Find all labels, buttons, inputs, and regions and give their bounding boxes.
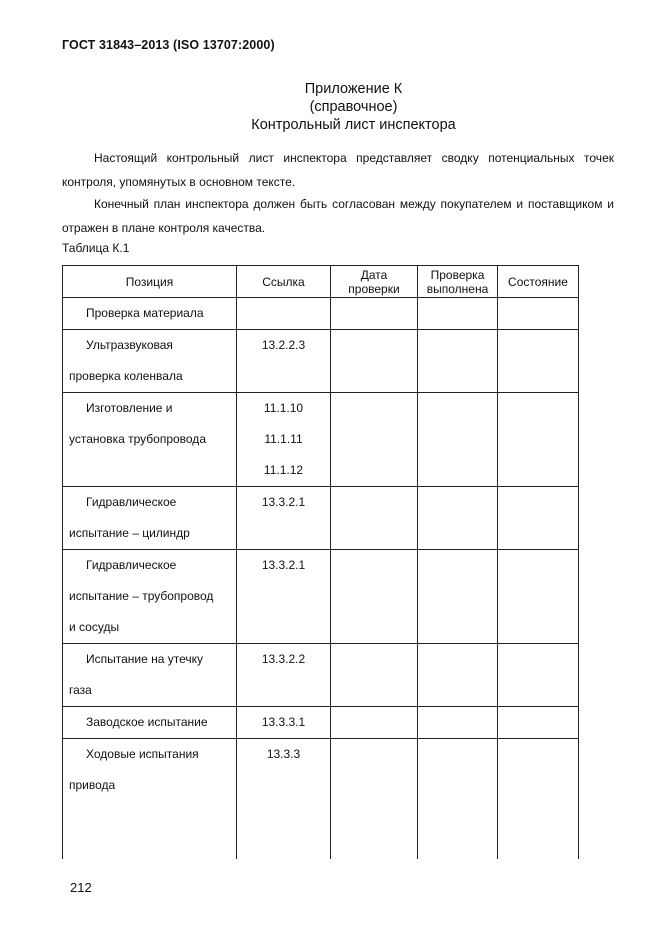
appendix-title <box>0 80 661 134</box>
cell-position <box>63 330 237 393</box>
cell-check-done <box>418 550 498 644</box>
table-row <box>63 393 579 487</box>
cell-status <box>498 644 579 707</box>
header-reference: Ссылка <box>237 266 331 298</box>
table-row <box>63 644 579 707</box>
cell-position <box>63 739 237 859</box>
cell-position-line: Ультразвуковая <box>86 338 173 352</box>
cell-status <box>498 393 579 487</box>
cell-position <box>63 550 237 644</box>
cell-position-line: Проверка материала <box>86 306 204 320</box>
cell-reference <box>237 330 331 393</box>
page-number: 212 <box>70 880 92 895</box>
cell-check-done <box>418 487 498 550</box>
cell-position-line: Заводское испытание <box>86 715 208 729</box>
cell-reference <box>237 739 331 859</box>
cell-reference <box>237 550 331 644</box>
header-check-date-line-1: Дата <box>360 267 388 282</box>
cell-position-line: и сосуды <box>69 620 120 634</box>
appendix-title-line-1: Приложение К <box>304 81 403 97</box>
cell-status <box>498 298 579 330</box>
cell-position-line: Испытание на утечку <box>86 652 204 666</box>
cell-reference-value: 13.3.2.2 <box>261 652 306 666</box>
table-row <box>63 298 579 330</box>
cell-status <box>498 707 579 739</box>
table-row <box>63 550 579 644</box>
inspector-checklist-table <box>62 265 578 857</box>
table-row <box>63 739 579 859</box>
table-row <box>63 330 579 393</box>
cell-status <box>498 330 579 393</box>
cell-position-line: испытание – трубопровод <box>69 589 214 603</box>
cell-check-date <box>331 707 418 739</box>
cell-check-done <box>418 644 498 707</box>
table-row <box>63 487 579 550</box>
table-row <box>63 707 579 739</box>
cell-position-line: Гидравлическое <box>86 558 177 572</box>
appendix-title-line-2: (справочное) <box>309 99 398 115</box>
cell-position-line: установка трубопровода <box>69 432 206 446</box>
header-position: Позиция <box>63 266 237 298</box>
cell-position <box>63 393 237 487</box>
cell-reference-value: 13.2.2.3 <box>261 338 306 352</box>
cell-position <box>63 298 237 330</box>
cell-check-date <box>331 298 418 330</box>
cell-reference-value: 11.1.10 <box>263 401 304 415</box>
header-check-done <box>418 266 498 298</box>
cell-reference <box>237 644 331 707</box>
cell-reference <box>237 707 331 739</box>
intro-paragraph-2 <box>62 193 614 240</box>
cell-reference-value: 11.1.11 <box>264 432 303 446</box>
cell-position <box>63 707 237 739</box>
cell-status <box>498 487 579 550</box>
intro-paragraph-1-text: Настоящий контрольный лист инспектора представляет сводку потенциальных точек контроля, упомянутых в основном тексте. <box>62 151 614 189</box>
table-caption: Таблица К.1 <box>62 241 130 255</box>
cell-check-done <box>418 330 498 393</box>
cell-position <box>63 644 237 707</box>
cell-reference-value: 11.1.12 <box>263 463 304 477</box>
cell-check-date <box>331 739 418 859</box>
cell-position-line: газа <box>69 683 92 697</box>
cell-position-line: Ходовые испытания <box>86 747 199 761</box>
cell-position-line: испытание – цилиндр <box>69 526 190 540</box>
header-check-date <box>331 266 418 298</box>
document-header: ГОСТ 31843–2013 (ISO 13707:2000) <box>62 38 275 52</box>
intro-paragraph-2-text: Конечный план инспектора должен быть согласован между покупателем и поставщиком и отражен в плане контроля качества. <box>62 197 614 235</box>
cell-reference <box>237 487 331 550</box>
table-header-row <box>63 266 579 298</box>
cell-position <box>63 487 237 550</box>
cell-check-done <box>418 739 498 859</box>
cell-check-done <box>418 393 498 487</box>
cell-check-date <box>331 393 418 487</box>
intro-paragraph-1 <box>62 147 614 194</box>
header-status: Состояние <box>498 266 579 298</box>
cell-check-done <box>418 298 498 330</box>
cell-status <box>498 739 579 859</box>
cell-position-line: Гидравлическое <box>86 495 177 509</box>
cell-reference-value: 13.3.2.1 <box>261 558 306 572</box>
cell-check-date <box>331 330 418 393</box>
cell-position-line: привода <box>69 778 116 792</box>
cell-position-line: Изготовление и <box>86 401 173 415</box>
cell-reference-value: 13.3.3 <box>266 747 301 761</box>
cell-reference <box>237 298 331 330</box>
cell-reference <box>237 393 331 487</box>
cell-reference-value: 13.3.2.1 <box>261 495 306 509</box>
cell-status <box>498 550 579 644</box>
header-check-date-line-2: проверки <box>348 281 400 296</box>
cell-position-line: проверка коленвала <box>69 369 183 383</box>
appendix-title-line-3: Контрольный лист инспектора <box>251 117 456 133</box>
header-check-done-line-2: выполнена <box>426 281 489 296</box>
cell-check-done <box>418 707 498 739</box>
cell-check-date <box>331 644 418 707</box>
header-check-done-line-1: Проверка <box>430 267 485 282</box>
cell-reference-value: 13.3.3.1 <box>261 715 306 729</box>
cell-check-date <box>331 550 418 644</box>
cell-check-date <box>331 487 418 550</box>
